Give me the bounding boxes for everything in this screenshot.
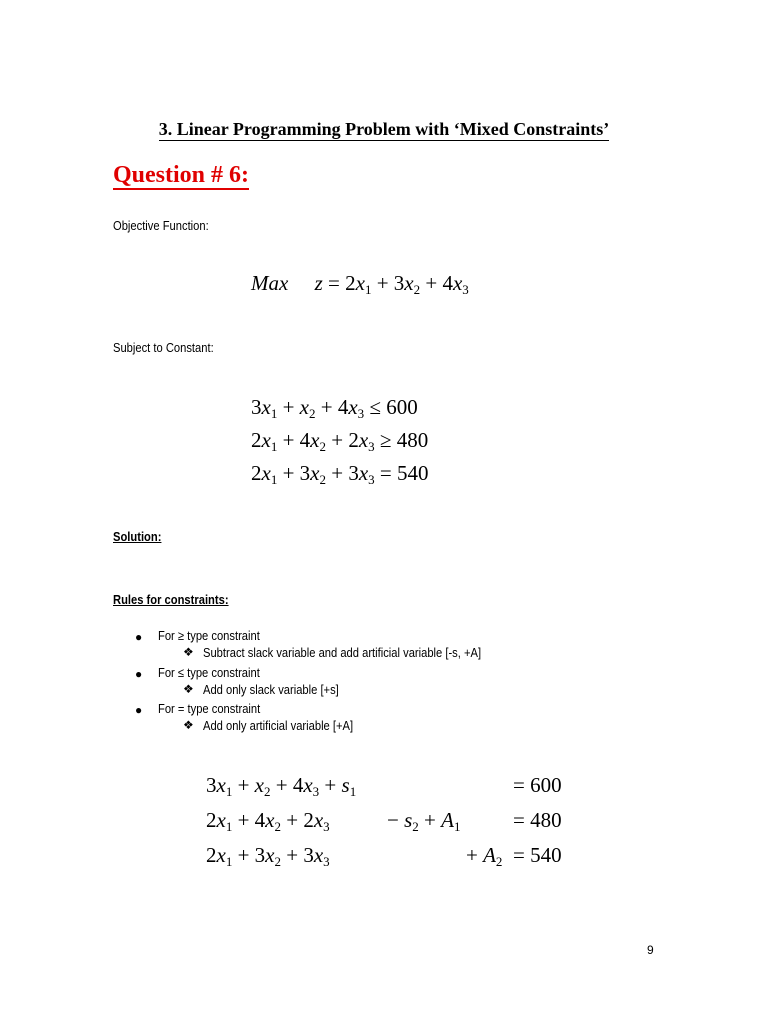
constraint-3: $2x_1 + 3x_2 + 3x_3 = 540$ <box>251 461 429 487</box>
page-number: 9 <box>647 943 654 957</box>
diamond-bullet-icon: ❖ <box>183 718 194 732</box>
question-title: Question # 6: <box>113 162 250 188</box>
constraint-2: $2x_1 + 4x_2 + 2x_3 \ge 480$ <box>251 428 429 454</box>
standard-eq-3-lhs: $2x_1 + 3x_2 + 3x_3$ <box>206 843 330 869</box>
diamond-bullet-icon: ❖ <box>183 645 194 659</box>
constraint-1: $3x_1 + x_2 + 4x_3 \le 600$ <box>251 395 418 421</box>
rules-label: Rules for constraints: <box>113 592 229 607</box>
standard-eq-2-rhs: = 480 <box>513 808 562 832</box>
rule-2-main: For ≤ type constraint <box>158 665 260 680</box>
standard-eq-2-lhs: $2x_1 + 4x_2 + 2x_3$ <box>206 808 330 834</box>
standard-eq-3-rhs: = 540 <box>513 843 562 867</box>
bullet-icon: ● <box>135 667 143 681</box>
subject-label: Subject to Constant: <box>113 340 214 355</box>
standard-eq-2-mid: − $s_2 + A_1$ <box>387 808 461 834</box>
solution-label: Solution: <box>113 529 162 544</box>
bullet-icon: ● <box>135 630 143 644</box>
rule-1-main: For ≥ type constraint <box>158 628 260 643</box>
objective-equation: Max $z = 2x_1 + 3x_2 + 4x_3$ <box>251 271 469 297</box>
rule-3-main: For = type constraint <box>158 701 261 716</box>
section-heading: 3. Linear Programming Problem with ‘Mixed Constraints’ <box>158 119 610 139</box>
standard-eq-1-rhs: = 600 <box>513 773 562 797</box>
rule-1-sub: Subtract slack variable and add artificial variable [-s, +A] <box>203 645 482 660</box>
rule-3-sub: Add only artificial variable [+A] <box>203 718 354 733</box>
diamond-bullet-icon: ❖ <box>183 682 194 696</box>
objective-label: Objective Function: <box>113 218 209 233</box>
standard-eq-3-mid: + $A_2$ <box>466 843 503 869</box>
standard-eq-1-lhs: $3x_1 + x_2 + 4x_3 + s_1$ <box>206 773 357 799</box>
rule-2-sub: Add only slack variable [+s] <box>203 682 339 697</box>
bullet-icon: ● <box>135 703 143 717</box>
